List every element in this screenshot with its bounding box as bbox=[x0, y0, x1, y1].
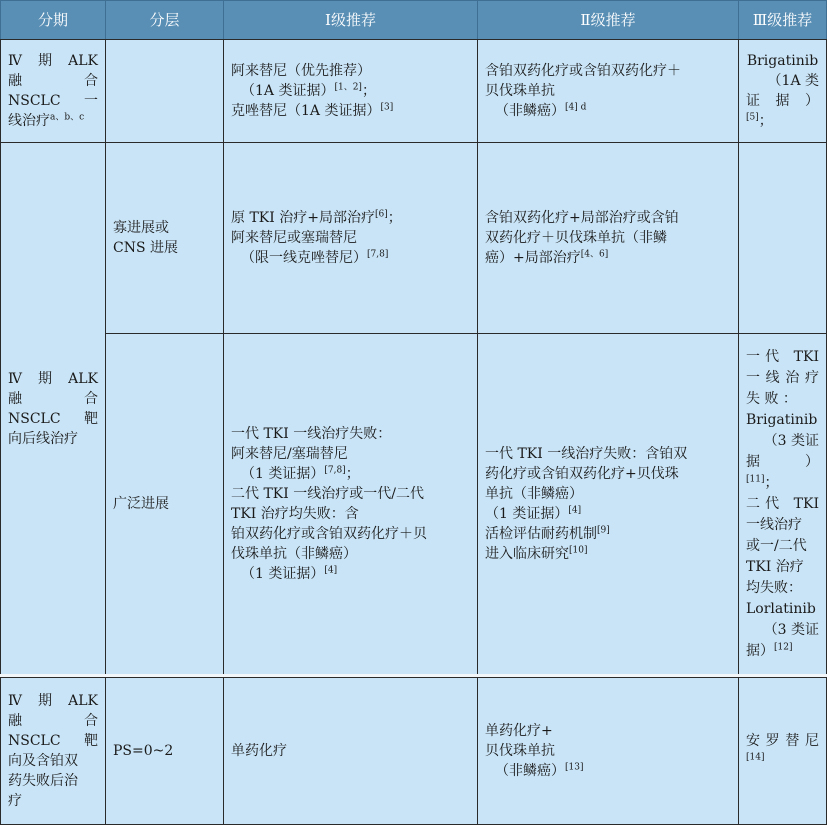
row1-level2-line bbox=[485, 81, 731, 101]
row2b-level2-text: 单抗（非鳞癌） bbox=[485, 486, 583, 502]
row3-stage-line: 疗 bbox=[8, 793, 22, 809]
row2b-level2-text: 进入临床研究 bbox=[485, 546, 569, 562]
row3-stage-line: 向及含铂双 bbox=[8, 753, 78, 769]
row3-level2 bbox=[477, 677, 739, 825]
row1-level1-tail: ； bbox=[361, 83, 376, 99]
row2b-level3-text: Brigatinib bbox=[746, 411, 818, 428]
row1-level1-line bbox=[231, 81, 470, 101]
row2a-level2-text: 双药化疗＋贝伐珠单抗（非鳞 bbox=[485, 230, 667, 246]
row2a-layer-line: 寡进展或 bbox=[113, 220, 169, 236]
header-level3-label: Ⅲ级推荐 bbox=[752, 11, 813, 29]
row2b-level3-text: 一代 TKI bbox=[746, 348, 819, 365]
row2b-level2-line bbox=[485, 524, 731, 544]
row2a-level1-text: 原 TKI 治疗+局部治疗 bbox=[231, 210, 375, 226]
row2b-level3-line bbox=[746, 599, 819, 620]
row2a-level3 bbox=[738, 142, 827, 334]
row2b-level3-text: 二代 TKI bbox=[746, 495, 819, 512]
row2b-level1-tail: ； bbox=[345, 466, 360, 482]
row1-level1-text: 克唑替尼（1A 类证据） bbox=[231, 103, 381, 119]
header-level2 bbox=[477, 0, 739, 40]
row2b-level3-text: 失 败 ： bbox=[746, 390, 797, 407]
row2-stage-line: Ⅳ 期 ALK bbox=[8, 370, 98, 387]
row3-level2-line bbox=[485, 761, 731, 781]
header-stage bbox=[0, 0, 106, 40]
row2b-level1-line bbox=[231, 564, 470, 584]
row2b-level1-line bbox=[231, 524, 470, 544]
row3-level1-line bbox=[231, 741, 470, 761]
row2b-level2-text: 活检评估耐药机制 bbox=[485, 526, 597, 542]
row1-level2-line bbox=[485, 101, 731, 121]
row2b-level1-text: 铂双药化疗或含铂双药化疗＋贝 bbox=[231, 526, 427, 542]
row1-stage-line: 融 合 bbox=[8, 73, 98, 89]
row2b-level3-line bbox=[746, 536, 819, 557]
row2b-level2-sup: [4] bbox=[568, 505, 582, 516]
row3-level3-sup: [14] bbox=[746, 752, 765, 763]
row3-level1-text: 单药化疗 bbox=[231, 743, 287, 759]
row1-level1-line bbox=[231, 61, 470, 81]
row1-level1 bbox=[223, 39, 478, 143]
row3-level3-line bbox=[746, 731, 819, 751]
row2b-level2-line bbox=[485, 464, 731, 484]
row2a-level1-sup: [6] bbox=[374, 209, 388, 220]
row3-level2-text: 贝伐珠单抗 bbox=[485, 743, 555, 759]
row2a-layer bbox=[105, 142, 224, 334]
row2b-level1-text: （1 类证据） bbox=[241, 566, 325, 582]
row2b-level3-tail: ； bbox=[764, 474, 779, 491]
row2b-level3-text: 据） bbox=[746, 642, 774, 659]
row1-level3-line bbox=[746, 111, 819, 131]
row2b-level2-line bbox=[485, 504, 731, 524]
row3-stage-line: 融 合 bbox=[8, 713, 98, 729]
row2b-level2-sup: [10] bbox=[569, 545, 588, 556]
row3-stage-line: NSCLC 靶 bbox=[8, 733, 98, 749]
row2b-level3-line bbox=[746, 641, 819, 662]
row1-level1-text: （1A 类证据） bbox=[241, 83, 335, 99]
row2b-level1 bbox=[223, 333, 478, 675]
row2b-level3-line bbox=[746, 368, 819, 389]
row1-level1-sup: [3] bbox=[380, 102, 394, 113]
row3-level3-line bbox=[746, 751, 819, 771]
row2a-level2-text: 癌）+局部治疗 bbox=[485, 250, 581, 266]
row2b-level3-line bbox=[746, 473, 819, 494]
row1-level2 bbox=[477, 39, 739, 143]
row2a-level1-line bbox=[231, 248, 470, 268]
row2b-level3-text: TKI 治疗 bbox=[746, 558, 804, 575]
row2a-level1-tail: ； bbox=[387, 210, 402, 226]
row1-level2-text: 含铂双药化疗或含铂双药化疗＋ bbox=[485, 63, 681, 79]
row2b-level3-text: 一线治疗 bbox=[746, 369, 819, 386]
row2b-level3-text: （3 类证 bbox=[763, 432, 819, 449]
row3-level2-line bbox=[485, 741, 731, 761]
row2b-level1-line bbox=[231, 544, 470, 564]
row1-level2-text: 贝伐珠单抗 bbox=[485, 83, 555, 99]
row1-level2-text: （非鳞癌） bbox=[495, 103, 565, 119]
row2b-level1-text: （1 类证据） bbox=[241, 466, 325, 482]
header-level3 bbox=[738, 0, 827, 40]
row1-stage bbox=[0, 39, 106, 143]
row2b-level2-text: 一代 TKI 一线治疗失败：含铂双 bbox=[485, 446, 688, 462]
row1-level1-sup: [1、2] bbox=[334, 82, 362, 93]
row3-level2-line bbox=[485, 721, 731, 741]
row3-stage bbox=[0, 677, 106, 825]
row2b-level1-text: 阿来替尼/塞瑞替尼 bbox=[231, 446, 348, 462]
row2-stage bbox=[0, 142, 106, 675]
row2a-level2-line bbox=[485, 228, 731, 248]
row2b-level3-text: （3 类证 bbox=[763, 621, 819, 638]
row1-level3-line: 证 据 ） bbox=[746, 93, 819, 109]
row2b-level1-text: 伐珠单抗（非鳞癌） bbox=[231, 546, 357, 562]
row2b-level3-sup: [12] bbox=[774, 641, 793, 652]
row2b-level3-line bbox=[746, 452, 819, 473]
row2a-level2-line bbox=[485, 248, 731, 268]
row3-layer bbox=[105, 677, 224, 825]
header-level1-label: Ⅰ级推荐 bbox=[325, 11, 376, 29]
row2b-level3-text: 或一/二代 bbox=[746, 537, 807, 554]
row3-level2-text: （非鳞癌） bbox=[495, 763, 565, 779]
row1-level3-tail: ； bbox=[758, 113, 773, 129]
row2a-level2-sup: [4、6] bbox=[580, 249, 609, 260]
row2a-level2 bbox=[477, 142, 739, 334]
row2b-level3-line bbox=[746, 347, 819, 368]
row1-level1-line bbox=[231, 101, 470, 121]
header-level1 bbox=[223, 0, 478, 40]
row2b-level2-text: （1 类证据） bbox=[485, 506, 569, 522]
row2b-level3-line bbox=[746, 620, 819, 641]
row1-level2-sup: [4] d bbox=[565, 102, 587, 113]
row2b-level2-sup: [9] bbox=[597, 525, 610, 536]
row2a-level1 bbox=[223, 142, 478, 334]
row2b-level3-text: 均失败： bbox=[746, 579, 802, 596]
row2b-level3-line bbox=[746, 389, 819, 410]
row2a-level1-line bbox=[231, 228, 470, 248]
row1-level3 bbox=[738, 39, 827, 143]
row2b-level2-line bbox=[485, 444, 731, 464]
row3-stage-line: Ⅳ 期 ALK bbox=[8, 693, 98, 709]
row1-level1-text: 阿来替尼（优先推荐） bbox=[231, 63, 371, 79]
row3-level2-text: 单药化疗+ bbox=[485, 723, 553, 739]
row2b-level1-line bbox=[231, 444, 470, 464]
row2b-level3 bbox=[738, 333, 827, 675]
row2a-level2-text: 含铂双药化疗+局部治疗或含铂 bbox=[485, 210, 679, 226]
row3-layer-line: PS=0~2 bbox=[113, 743, 174, 759]
row1-level3-sup: [5] bbox=[746, 112, 759, 123]
row2b-level3-line bbox=[746, 515, 819, 536]
row3-level2-sup: [13] bbox=[565, 762, 584, 773]
row2b-level1-text: 一代 TKI 一线治疗失败： bbox=[231, 426, 392, 442]
row1-stage-line: NSCLC 一 bbox=[8, 93, 98, 109]
row2b-level1-sup: [4] bbox=[324, 565, 338, 576]
row2b-level2-line bbox=[485, 544, 731, 564]
row2b-level1-sup: [7,8] bbox=[324, 465, 346, 476]
row1-level3-line: Brigatinib bbox=[746, 53, 819, 69]
row2a-level1-sup: [7,8] bbox=[367, 249, 389, 260]
row2b-level1-line bbox=[231, 464, 470, 484]
row2b-level1-text: 二代 TKI 一线治疗或一代/二代 bbox=[231, 486, 424, 502]
row1-stage-line: Ⅳ 期 ALK bbox=[8, 53, 98, 69]
row2b-level2 bbox=[477, 333, 739, 675]
row2-stage-line: 向后线治疗 bbox=[8, 430, 78, 447]
row1-layer bbox=[105, 39, 224, 143]
row2b-layer bbox=[105, 333, 224, 675]
row2b-level3-line bbox=[746, 557, 819, 578]
row2b-level3-line bbox=[746, 410, 819, 431]
row2b-level1-text: TKI 治疗均失败：含 bbox=[231, 506, 359, 522]
row2a-level2-line bbox=[485, 208, 731, 228]
row2b-level1-line bbox=[231, 504, 470, 524]
row1-stage-sup: a、b、c bbox=[50, 112, 85, 123]
row1-stage-line bbox=[8, 111, 98, 131]
row2b-level3-text: Lorlatinib bbox=[746, 600, 816, 617]
row2-stage-line: NSCLC 靶 bbox=[8, 410, 98, 427]
row3-level3 bbox=[738, 677, 827, 825]
row2b-level1-line bbox=[231, 484, 470, 504]
row2-stage-line: 融 合 bbox=[8, 390, 98, 407]
header-layer-label: 分层 bbox=[149, 11, 180, 29]
row2a-level1-line bbox=[231, 208, 470, 228]
row2b-level2-line bbox=[485, 484, 731, 504]
row2b-level3-text: 据 ） bbox=[746, 453, 819, 470]
row2a-layer-line: CNS 进展 bbox=[113, 240, 179, 256]
row3-level3-text: 安 罗 替 尼 bbox=[746, 733, 819, 749]
row2b-layer-line: 广泛进展 bbox=[113, 496, 169, 512]
row2a-level1-text: 阿来替尼或塞瑞替尼 bbox=[231, 230, 357, 246]
row1-level3-line: （1A 类 bbox=[767, 73, 819, 89]
header-level2-label: Ⅱ级推荐 bbox=[580, 11, 636, 29]
row2b-level3-line bbox=[746, 431, 819, 452]
row1-level2-line bbox=[485, 61, 731, 81]
row2b-level3-text: 一线治疗 bbox=[746, 516, 802, 533]
row3-stage-line: 药失败后治 bbox=[8, 773, 78, 789]
row1-stage-text: 线治疗 bbox=[8, 113, 50, 129]
row2b-level3-sup: [11] bbox=[746, 473, 765, 484]
row2b-level3-line bbox=[746, 578, 819, 599]
row3-level1 bbox=[223, 677, 478, 825]
row2a-level1-text: （限一线克唑替尼） bbox=[241, 250, 367, 266]
row2b-level2-text: 药化疗或含铂双药化疗+贝伐珠 bbox=[485, 466, 679, 482]
row2b-level1-line bbox=[231, 424, 470, 444]
header-layer bbox=[105, 0, 224, 40]
header-stage-label: 分期 bbox=[37, 11, 68, 29]
row2b-level3-line bbox=[746, 494, 819, 515]
